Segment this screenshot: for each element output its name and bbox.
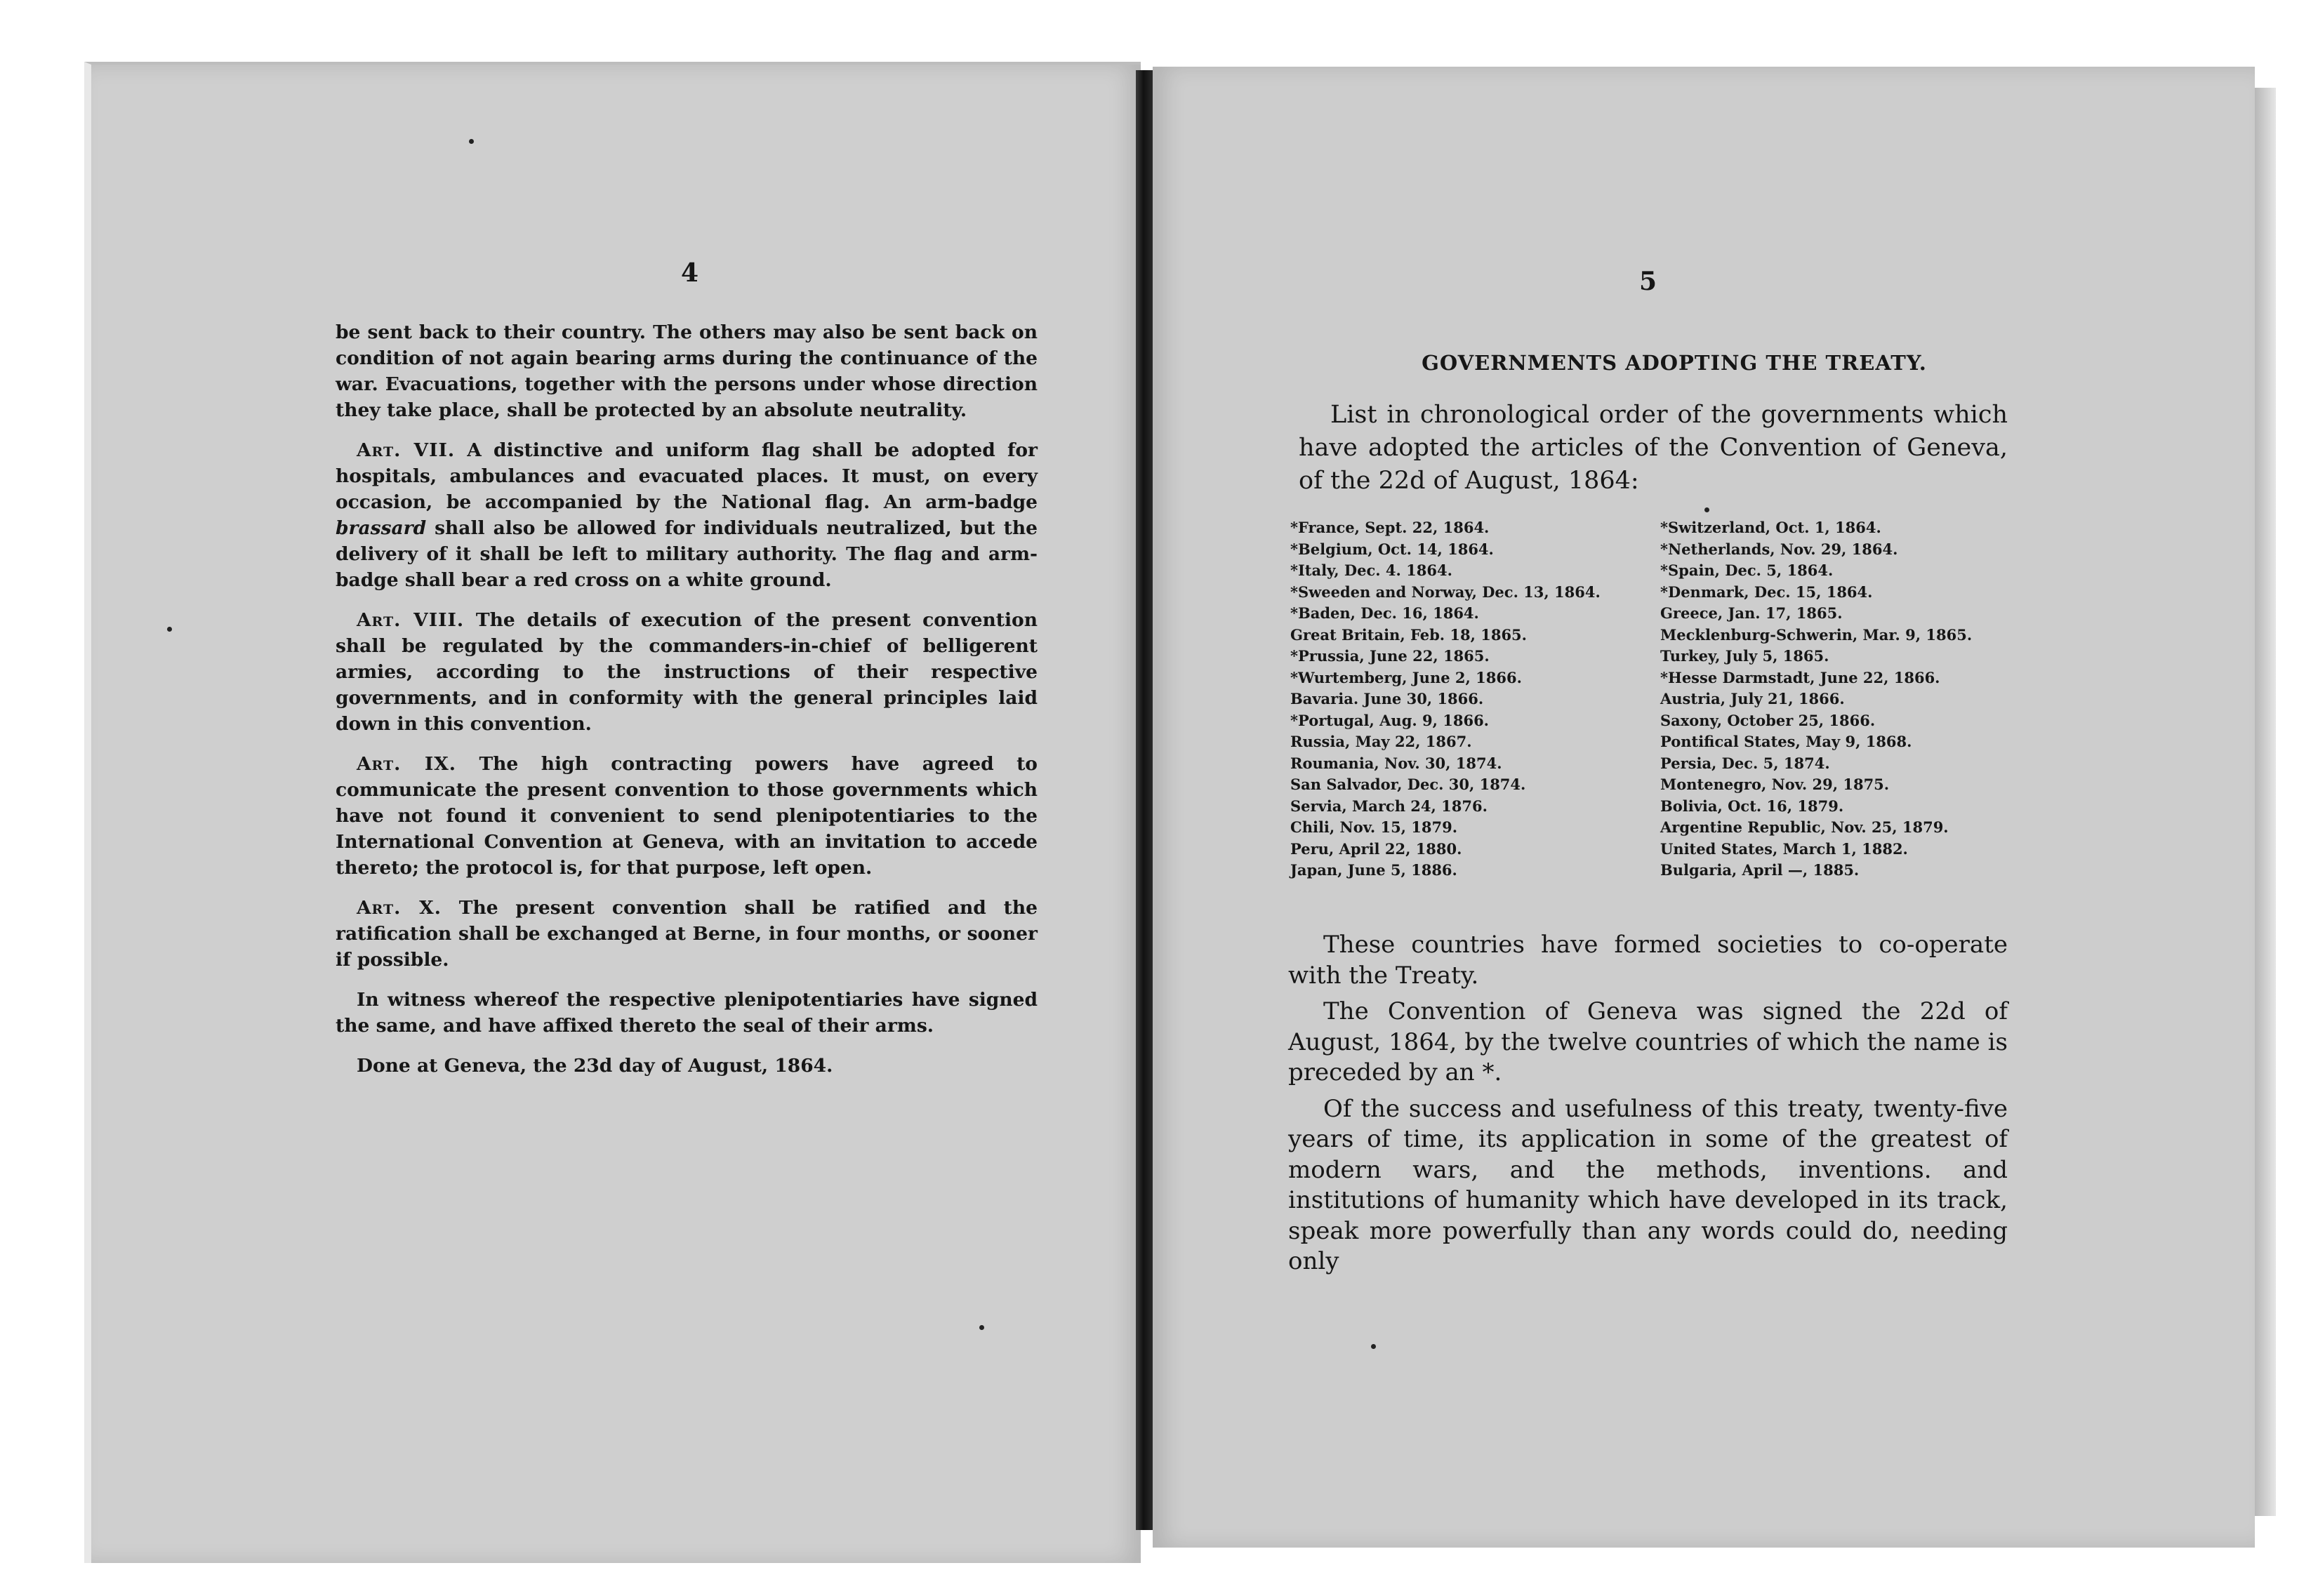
right-page-body (1288, 930, 2008, 1283)
list-item: *Denmark, Dec. 15, 1864. (1660, 583, 1873, 601)
scan-speck (979, 1325, 984, 1330)
list-item: *Netherlands, Nov. 29, 1864. (1660, 540, 1898, 558)
article-10 (336, 895, 1038, 973)
list-item: *Portugal, Aug. 9, 1866. (1290, 711, 1489, 729)
list-item: Russia, May 22, 1867. (1290, 733, 1472, 750)
list-intro (1299, 399, 2008, 498)
list-item: Austria, July 21, 1866. (1660, 690, 1845, 707)
opening-paragraph: be sent back to their country. The others may also be sent back on condition of not again bearing arms during the continuance of the war. Evacuations, together with the persons under whose direction they take place, shall be protected by an absolute neutrality. (336, 321, 1038, 421)
country-list-right (1660, 517, 2025, 882)
article-italic: brassard (336, 517, 427, 539)
list-item: *Wurtemberg, June 2, 1866. (1290, 668, 1522, 686)
page-edge (2255, 88, 2276, 1516)
list-item: *Baden, Dec. 16, 1864. (1290, 604, 1479, 622)
list-item: Roumania, Nov. 30, 1874. (1290, 754, 1502, 772)
witness-text: In witness whereof the respective plenipotentiaries have signed the same, and have affixed thereto the seal of their arms. (336, 989, 1038, 1037)
scan-speck (469, 139, 474, 144)
book-gutter (1136, 70, 1153, 1530)
article-label: Art. VII. (357, 439, 456, 461)
witness-clause (336, 987, 1038, 1079)
article-label: Art. IX. (357, 753, 456, 775)
list-item: *Italy, Dec. 4. 1864. (1290, 561, 1452, 579)
list-intro-text: List in chronological order of the governments which have adopted the articles of the Convention of Geneva, of the 22d of August, 1864: (1299, 401, 2008, 495)
list-item: Peru, April 22, 1880. (1290, 839, 1462, 858)
list-item: Greece, Jan. 17, 1865. (1660, 604, 1843, 622)
article-7 (336, 437, 1038, 593)
body-paragraph: Of the success and usefulness of this treaty, twenty-five years of time, its application in some of the greatest of modern wars, and the methods, inventions. and institutions of humanity which have developed in its track, speak more powerfully than any words could do, needing only (1288, 1094, 2008, 1275)
list-item: Great Britain, Feb. 18, 1865. (1290, 625, 1527, 644)
list-item: Saxony, October 25, 1866. (1660, 711, 1876, 729)
article-text: The details of execution of the present convention shall be regulated by the commanders-in-chief of belligerent armies, according to the instructions of their respective governments, and in conformity with the general principles laid down in this convention. (336, 609, 1038, 735)
list-item: Argentine Republic, Nov. 25, 1879. (1660, 818, 1949, 836)
list-item: *Sweeden and Norway, Dec. 13, 1864. (1290, 583, 1601, 601)
list-item: *Switzerland, Oct. 1, 1864. (1660, 519, 1881, 536)
list-item: Persia, Dec. 5, 1874. (1660, 754, 1830, 772)
article-text: The present convention shall be ratified and the ratification shall be exchanged at Berne, in four months, or sooner if possible. (336, 897, 1038, 971)
article-text: shall also be allowed for individuals neutralized, but the delivery of it shall be left to military authority. The flag and arm-badge shall bear a red cross on a white ground. (336, 517, 1038, 591)
list-item: *Hesse Darmstadt, June 22, 1866. (1660, 668, 1940, 686)
article-label: Art. X. (357, 897, 442, 919)
list-item: Montenegro, Nov. 29, 1875. (1660, 776, 1890, 793)
list-item: Servia, March 24, 1876. (1290, 797, 1488, 815)
list-item: *France, Sept. 22, 1864. (1290, 519, 1490, 536)
list-item: *Prussia, June 22, 1865. (1290, 647, 1490, 665)
list-item: Bavaria. June 30, 1866. (1290, 690, 1484, 707)
done-at-geneva: Done at Geneva, the 23d day of August, 1864. (357, 1055, 833, 1077)
list-item: Bolivia, Oct. 16, 1879. (1660, 797, 1844, 815)
scan-speck (1371, 1344, 1376, 1349)
left-page-text (336, 319, 1038, 1093)
list-item: Bulgaria, April —, 1885. (1660, 861, 1860, 879)
article-text: The high contracting powers have agreed to communicate the present convention to those governments which have not found it convenient to send plenipotentiaries to the International Convention at Geneva, with an invitation to accede thereto; the protocol is, for that purpose, left open. (336, 753, 1038, 879)
list-item: *Belgium, Oct. 14, 1864. (1290, 540, 1494, 558)
list-item: United States, March 1, 1882. (1660, 839, 1908, 858)
page-number-right: 5 (1639, 267, 1657, 296)
scan-speck (167, 627, 172, 632)
page-number-left: 4 (681, 258, 699, 288)
list-item: Mecklenburg-Schwerin, Mar. 9, 1865. (1660, 625, 1973, 644)
list-item: Japan, June 5, 1886. (1290, 861, 1457, 879)
body-paragraph: These countries have formed societies to co-operate with the Treaty. (1288, 931, 2008, 990)
list-item: Turkey, July 5, 1865. (1660, 647, 1829, 665)
scan-speck (1704, 507, 1709, 512)
article-8 (336, 607, 1038, 737)
list-item: Pontifical States, May 9, 1868. (1660, 733, 1912, 750)
list-item: *Spain, Dec. 5, 1864. (1660, 561, 1834, 579)
section-heading: GOVERNMENTS ADOPTING THE TREATY. (1422, 351, 1927, 375)
body-paragraph: The Convention of Geneva was signed the 22d of August, 1864, by the twelve countries of which the name is preceded by an *. (1288, 997, 2008, 1086)
list-item: Chili, Nov. 15, 1879. (1290, 818, 1458, 836)
article-text: A distinctive and uniform flag shall be adopted for hospitals, ambulances and evacuated places. It must, on every occasion, be accompanied by the National flag. An arm-badge (336, 439, 1038, 513)
list-item: San Salvador, Dec. 30, 1874. (1290, 776, 1526, 793)
country-list-left (1290, 517, 1655, 882)
article-label: Art. VIII. (357, 609, 465, 631)
article-9 (336, 751, 1038, 881)
